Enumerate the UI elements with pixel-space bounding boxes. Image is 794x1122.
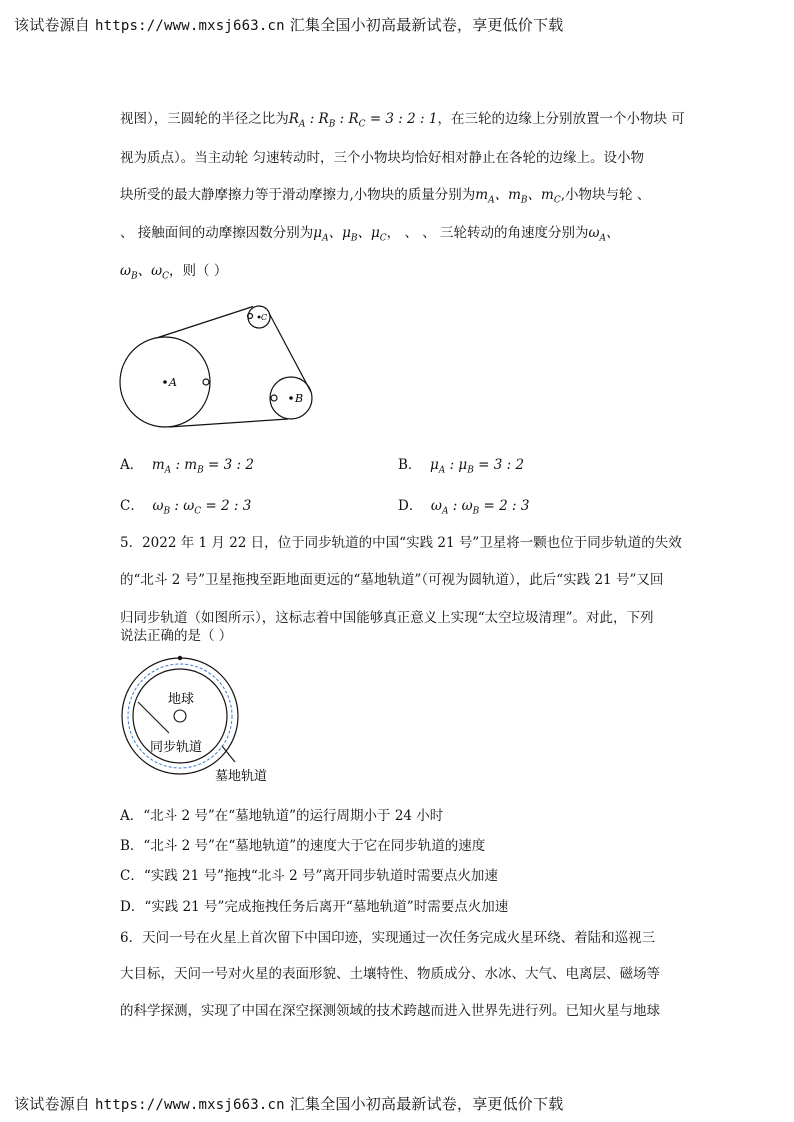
block-a [203, 379, 209, 385]
q5-option-a[interactable]: A．“北斗 2 号”在“墓地轨道”的运行周期小于 24 小时 [120, 808, 444, 824]
pulley-figure [110, 296, 330, 436]
radius-ratio: $R_A$ : $R_B$ : $R_C = 3$ : 2 : 1 [288, 111, 438, 130]
footer-suffix: 汇集全国小初高最新试卷，享更低价下载 [289, 1095, 564, 1113]
earth-circle [174, 710, 186, 722]
q6-line-2: 大目标，天问一号对火星的表面形貌、土壤特性、物质成分、水冰、大气、电离层、磁场等 [120, 966, 660, 982]
footer-prefix: 该试卷源自 [14, 1095, 91, 1113]
q4-line-4: 、 接触面间的动摩擦因数分别为$\mu_A$、$\mu_B$、$\mu_C$， 、 、 三轮转动的角速度分别为$\omega_A$、 [120, 225, 620, 244]
sync-orbit-label: 同步轨道 [150, 740, 203, 755]
q4-line-2: 视为质点）。当主动轮 匀速转动时，三个小物块均恰好相对静止在各轮的边缘上。设小物 [120, 150, 645, 166]
q4-option-a[interactable]: A． $m_A$ : $m_B = 3$ : 2 [120, 457, 254, 476]
q4-option-c[interactable]: C． $\omega_B$ : $\omega_C = 2$ : 3 [120, 498, 252, 517]
q5-option-b[interactable]: B．“北斗 2 号”在“墓地轨道”的速度大于它在同步轨道的速度 [120, 838, 486, 854]
omega-symbols: $\omega_B$、$\omega_C$ [120, 263, 170, 282]
q4-line-1: 视图），三圆轮的半径之比为$R_A$ : $R_B$ : $R_C = 3$ : 2 : 1，在三轮的边缘上分别放置一个小物块 可 [120, 111, 685, 130]
belt-right [269, 313, 311, 392]
q6-line-1: 6．天问一号在火星上首次留下中国印迹，实现通过一次任务完成火星环绕、着陆和巡视三 [120, 930, 656, 946]
friction-symbols: $\mu_A$、$\mu_B$、$\mu_C$ [313, 225, 387, 244]
belt-top [158, 307, 253, 338]
footer-banner [14, 1093, 563, 1114]
earth-label: 地球 [168, 692, 195, 707]
q6-line-3: 的科学探测，实现了中国在深空探测领域的技术跨越而进入世界先进行列。已知火星与地球 [120, 1003, 660, 1019]
q5-option-c[interactable]: C．“实践 21 号”拖拽“北斗 2 号”离开同步轨道时需要点火加速 [120, 868, 498, 884]
q5-line-3: 归同步轨道（如图所示），这标志着中国能够真正意义上实现“太空垃圾清理”。对此，下列 [120, 610, 654, 626]
footer-url[interactable]: https://www.mxsj663.cn [94, 1097, 285, 1113]
grave-orbit-outer [122, 658, 238, 774]
satellite-dot [178, 656, 182, 660]
label-c: C [261, 313, 268, 322]
q5-option-d[interactable]: D．“实践 21 号”完成拖拽任务后离开“墓地轨道”时需要点火加速 [120, 899, 509, 915]
grave-orbit-label: 墓地轨道 [215, 769, 268, 784]
header-banner [14, 14, 563, 35]
header-suffix: 汇集全国小初高最新试卷，享更低价下载 [289, 16, 564, 34]
center-b [289, 396, 293, 400]
mass-symbols: $m_A$、$m_B$、$m_C$ [475, 187, 561, 206]
q4-line-5: $\omega_B$、$\omega_C$，则（ ） [120, 263, 228, 282]
q4-option-d[interactable]: D． $\omega_A$ : $\omega_B = 2$ : 3 [398, 498, 530, 517]
belt-bottom [169, 419, 288, 427]
q5-line-2: 的“北斗 2 号”卫星拖拽至距地面更远的“墓地轨道”（可视为圆轨道），此后“实践 21 号”又回 [120, 572, 664, 588]
q5-line-4: 说法正确的是（ ） [120, 628, 233, 644]
q4-line-3: 块所受的最大静摩擦力等于滑动摩擦力,小物块的质量分别为$m_A$、$m_B$、$m_C$,小物块与轮 、 [120, 187, 651, 206]
orbit-figure [112, 650, 292, 790]
radius-line [138, 702, 169, 733]
label-a: A [169, 376, 177, 389]
block-b [271, 395, 277, 401]
q5-line-1: 5．2022 年 1 月 22 日，位于同步轨道的中国“实践 21 号”卫星将一颗也位于同步轨道的失效 [120, 535, 682, 551]
label-b: B [295, 392, 304, 405]
q4-option-b[interactable]: B． $\mu_A$ : $\mu_B = 3$ : 2 [398, 457, 525, 476]
center-a [163, 380, 167, 384]
header-url[interactable]: https://www.mxsj663.cn [94, 18, 285, 34]
header-prefix: 该试卷源自 [14, 16, 91, 34]
